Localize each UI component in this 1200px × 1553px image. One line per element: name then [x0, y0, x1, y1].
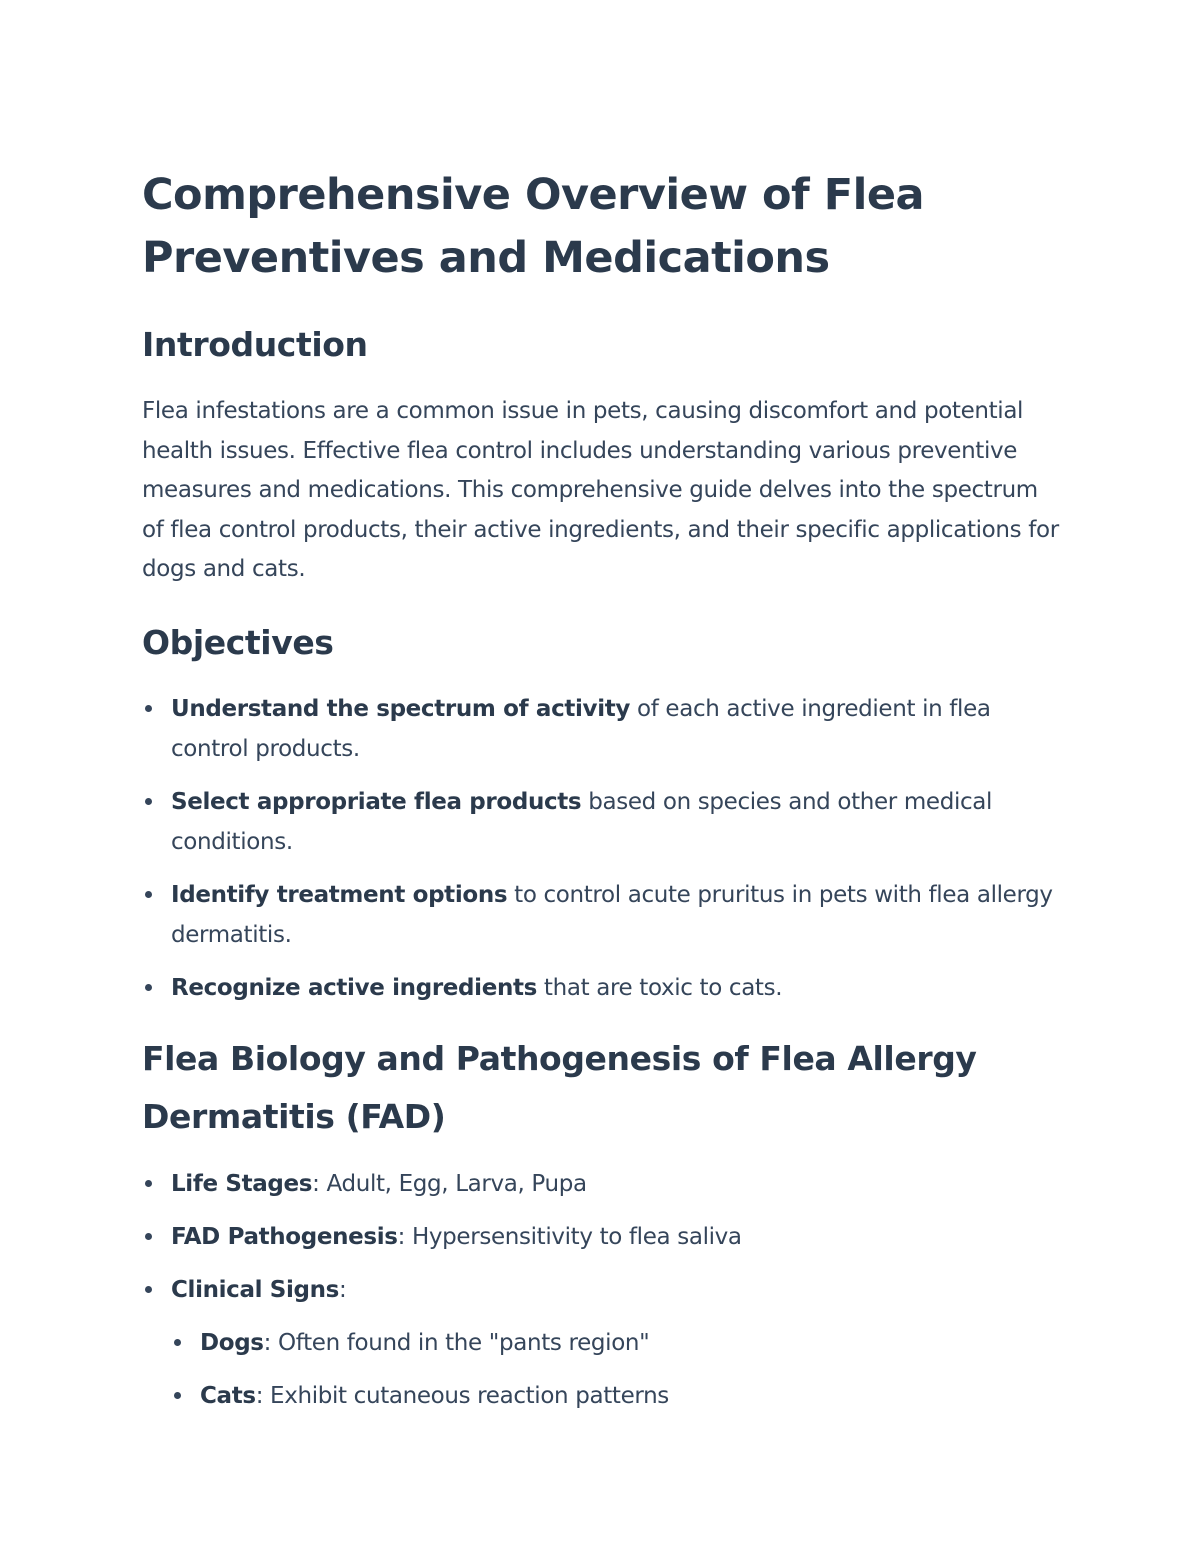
- clinical-sign-text: : Often found in the "pants region": [263, 1329, 650, 1356]
- clinical-signs-list: [171, 1323, 1060, 1416]
- flea-text: : Adult, Egg, Larva, Pupa: [312, 1170, 587, 1197]
- flea-text: : Hypersensitivity to flea saliva: [397, 1223, 742, 1250]
- bullet-icon: [145, 1180, 152, 1187]
- objective-text: of each active ingredient in flea control products.: [171, 695, 991, 762]
- introduction-heading: Introduction: [142, 325, 368, 364]
- objective-text: that are toxic to cats.: [536, 974, 783, 1001]
- flea-biology-heading: Flea Biology and Pathogenesis of Flea Allergy Dermatitis (FAD): [142, 1038, 977, 1136]
- list-item: [142, 782, 1060, 862]
- list-item: [142, 1164, 1060, 1204]
- page-title: Comprehensive Overview of Flea Preventives and Medications: [142, 170, 925, 283]
- flea-term: FAD Pathogenesis: [171, 1223, 398, 1250]
- bullet-icon: [174, 1392, 181, 1399]
- objective-text: based on species and other medical conditions.: [171, 788, 993, 855]
- bullet-icon: [145, 1286, 152, 1293]
- flea-term: Clinical Signs: [171, 1276, 340, 1303]
- objective-term: Identify treatment options: [171, 881, 508, 908]
- clinical-sign-term: Cats: [200, 1382, 256, 1409]
- flea-text: :: [339, 1276, 347, 1303]
- list-item: [142, 1217, 1060, 1257]
- list-item: [171, 1376, 1060, 1416]
- objective-text: to control acute pruritus in pets with flea allergy dermatitis.: [171, 881, 1053, 948]
- objective-term: Recognize active ingredients: [171, 974, 537, 1001]
- list-item: [142, 968, 1060, 1008]
- bullet-icon: [145, 1233, 152, 1240]
- objective-term: Understand the spectrum of activity: [171, 695, 631, 722]
- flea-biology-list: [142, 1164, 1060, 1416]
- bullet-icon: [145, 798, 152, 805]
- objective-term: Select appropriate flea products: [171, 788, 582, 815]
- flea-term: Life Stages: [171, 1170, 313, 1197]
- list-item: [142, 1270, 1060, 1416]
- bullet-icon: [145, 984, 152, 991]
- introduction-paragraph: Flea infestations are a common issue in pets, causing discomfort and potential health issues. Effective flea control includes understanding various preventive measures and medications. This comprehensive guide delves into the spectrum of flea control products, their active ingredients, and their specific applications for dogs and cats.: [142, 398, 1059, 582]
- bullet-icon: [145, 705, 152, 712]
- list-item: [142, 689, 1060, 769]
- clinical-sign-term: Dogs: [200, 1329, 264, 1356]
- clinical-sign-text: : Exhibit cutaneous reaction patterns: [255, 1382, 669, 1409]
- bullet-icon: [145, 891, 152, 898]
- objectives-heading: Objectives: [142, 622, 334, 662]
- list-item: [171, 1323, 1060, 1363]
- bullet-icon: [174, 1339, 181, 1346]
- list-item: [142, 875, 1060, 955]
- objectives-list: [142, 689, 1060, 1008]
